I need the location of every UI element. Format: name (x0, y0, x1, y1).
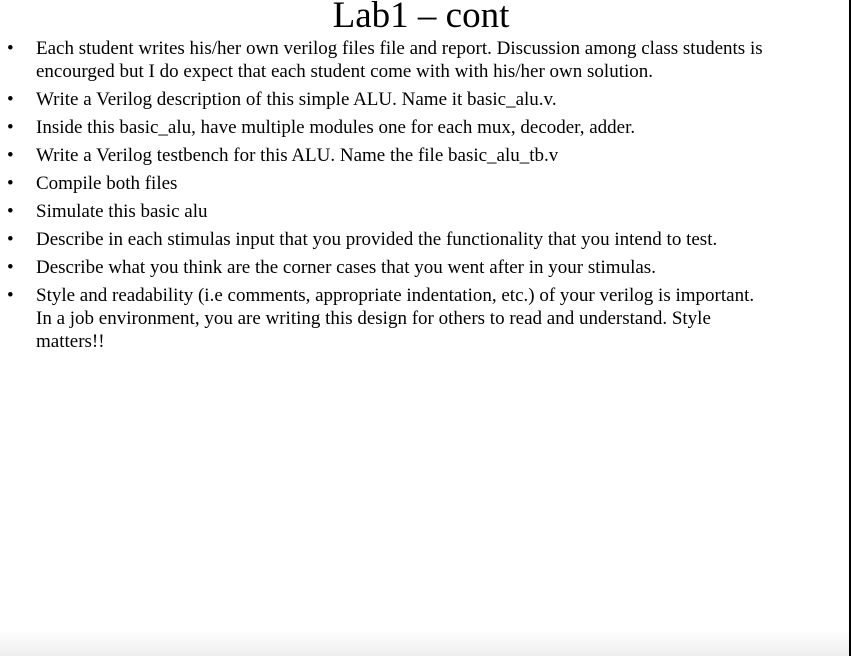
bullet-item-4 (0, 144, 849, 167)
bullet-text: Simulate this basic alu (36, 201, 208, 222)
bullet-item-6 (0, 200, 849, 223)
bullet-text: Each student writes his/her own verilog files file and report. Discussion among class students is encourged but I do expect that each student come with with his/her own solution. (36, 38, 763, 82)
bullet-dot-icon: • (7, 117, 14, 138)
bullet-text: Describe what you think are the corner cases that you went after in your stimulas. (36, 257, 656, 278)
bullet-item-2 (0, 88, 849, 111)
bullet-text: Inside this basic_alu, have multiple modules one for each mux, decoder, adder. (36, 117, 636, 138)
bullet-dot-icon: • (7, 38, 14, 59)
bullet-item-5 (0, 172, 849, 195)
bullet-dot-icon: • (7, 89, 14, 110)
bullet-dot-icon: • (7, 145, 14, 166)
bullet-text: Write a Verilog description of this simple ALU. Name it basic_alu.v. (36, 89, 557, 110)
bullet-list (0, 37, 849, 358)
bullet-text: Compile both files (36, 173, 178, 194)
bullet-item-9 (0, 284, 849, 353)
bullet-text: Style and readability (i.e comments, appropriate indentation, etc.) of your verilog is important. In a job environment, you are writing this design for others to read and understand. Style matters!! (36, 285, 755, 352)
slide-title: Lab1 – cont (332, 0, 510, 36)
bullet-item-7 (0, 228, 849, 251)
bullet-dot-icon: • (7, 229, 14, 250)
bullet-text: Describe in each stimulas input that you provided the functionality that you intend to test. (36, 229, 718, 250)
bullet-dot-icon: • (7, 285, 14, 306)
bullet-dot-icon: • (7, 201, 14, 222)
bullet-item-1 (0, 37, 849, 83)
bullet-text: Write a Verilog testbench for this ALU. Name the file basic_alu_tb.v (36, 145, 559, 166)
bullet-dot-icon: • (7, 173, 14, 194)
bullet-dot-icon: • (7, 257, 14, 278)
bottom-shade (0, 630, 849, 656)
bullet-item-3 (0, 116, 849, 139)
bullet-item-8 (0, 256, 849, 279)
